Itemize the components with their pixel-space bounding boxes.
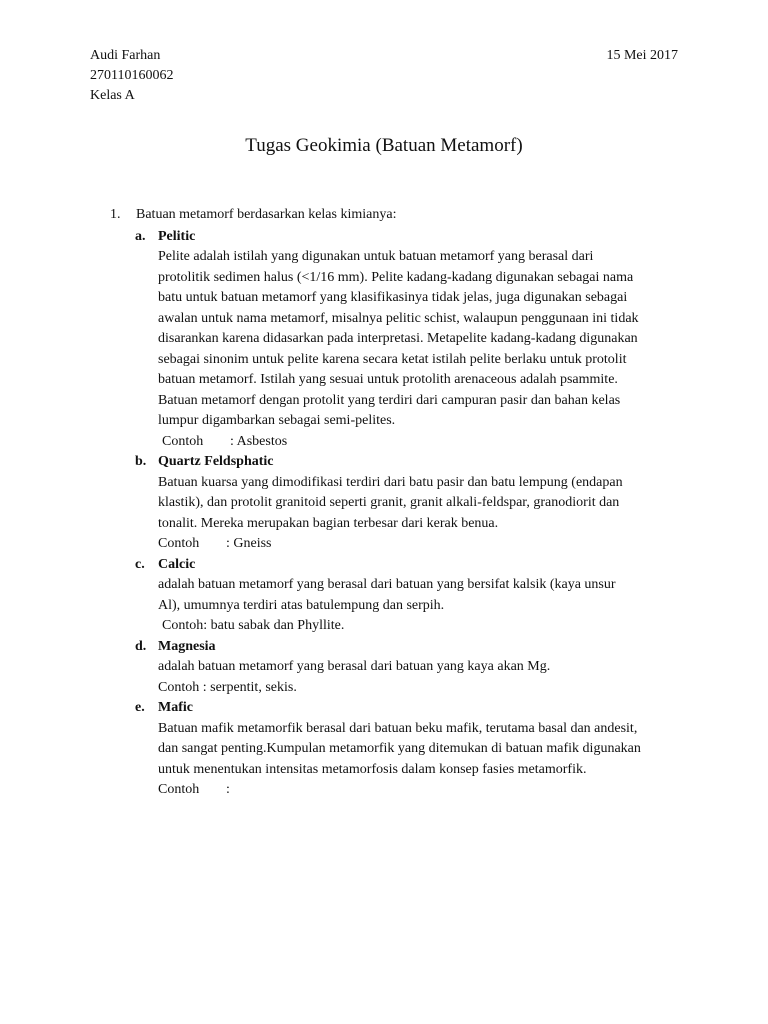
author-nim: 270110160062 bbox=[90, 68, 174, 83]
document-body bbox=[110, 205, 690, 801]
question-row bbox=[110, 205, 690, 226]
item-heading: Mafic bbox=[158, 700, 193, 715]
item-letter: b. bbox=[135, 454, 147, 469]
paragraph-line: adalah batuan metamorf yang berasal dari batuan yang bersifat kalsik (kaya unsur bbox=[158, 577, 616, 592]
item-quartz-feldsphatic bbox=[110, 452, 690, 555]
paragraph-line: batu untuk batuan metamorf yang klasifikasinya tidak jelas, juga digunakan sebagai bbox=[158, 290, 628, 305]
item-heading: Quartz Feldsphatic bbox=[158, 454, 274, 469]
item-example bbox=[158, 534, 690, 555]
example-value: : Gneiss bbox=[226, 536, 272, 551]
item-paragraph bbox=[158, 719, 688, 781]
paragraph-line: Batuan kuarsa yang dimodifikasi terdiri dari batu pasir dan batu lempung (endapan bbox=[158, 474, 623, 490]
item-paragraph bbox=[158, 473, 688, 535]
item-letter: c. bbox=[135, 556, 145, 572]
item-example bbox=[158, 432, 690, 453]
paragraph-line: dan sangat penting.Kumpulan metamorfik yang ditemukan di batuan mafik digunakan bbox=[158, 741, 641, 756]
author-name: Audi Farhan bbox=[90, 48, 161, 63]
paragraph-line: Batuan metamorf dengan protolit yang terdiri dari campuran pasir dan bahan kelas bbox=[158, 392, 621, 408]
paragraph-line: adalah batuan metamorf yang berasal dari batuan yang kaya akan Mg. bbox=[158, 659, 551, 674]
paragraph-line: klastik), dan protolit granitoid seperti granit, granit alkali-feldspar, granodiorit dan bbox=[158, 495, 620, 510]
item-paragraph bbox=[158, 657, 688, 678]
item-example bbox=[158, 780, 690, 801]
author-block bbox=[90, 46, 173, 106]
paragraph-line: sebagai sinonim untuk pelite karena secara ketat istilah pelite berlaku untuk protolit bbox=[158, 351, 627, 367]
item-letter: a. bbox=[135, 228, 146, 244]
paragraph-line: batuan metamorf. Istilah yang sesuai untuk protolith arenaceous adalah psammite. bbox=[158, 372, 618, 387]
item-heading: Pelitic bbox=[158, 228, 196, 244]
example-value: : Asbestos bbox=[230, 433, 288, 449]
question-text: Batuan metamorf berdasarkan kelas kimianya: bbox=[136, 207, 397, 222]
item-calcic bbox=[110, 555, 690, 637]
author-class: Kelas A bbox=[90, 88, 135, 103]
paragraph-line: protolitik sedimen halus (<1/16 mm). Pelite kadang-kadang digunakan sebagai nama bbox=[158, 269, 634, 285]
example-value: : bbox=[226, 782, 230, 797]
item-heading: Magnesia bbox=[158, 638, 216, 654]
paragraph-line: disarankan karena didasarkan pada interpretasi. Metapelite kadang-kadang digunakan bbox=[158, 331, 638, 346]
item-paragraph bbox=[158, 575, 688, 616]
item-heading: Calcic bbox=[158, 556, 196, 572]
document-date: 15 Mei 2017 bbox=[606, 48, 678, 63]
item-magnesia bbox=[110, 637, 690, 699]
item-pelitic bbox=[110, 227, 690, 453]
paragraph-line: Al), umumnya terdiri atas batulempung dan serpih. bbox=[158, 597, 445, 613]
paragraph-line: Pelite adalah istilah yang digunakan untuk batuan metamorf yang berasal dari bbox=[158, 249, 594, 264]
item-example: Contoh : serpentit, sekis. bbox=[158, 679, 297, 695]
item-paragraph bbox=[158, 247, 688, 432]
paragraph-line: untuk menentukan intensitas metamorfosis dalam konsep fasies metamorfik. bbox=[158, 761, 587, 777]
example-label: Contoh bbox=[162, 433, 204, 449]
example-label: Contoh bbox=[158, 536, 200, 551]
question-number: 1. bbox=[110, 207, 121, 222]
paragraph-line: tonalit. Mereka merupakan bagian terbesar dari kerak benua. bbox=[158, 515, 499, 531]
document-title: Tugas Geokimia (Batuan Metamorf) bbox=[245, 135, 523, 156]
item-mafic bbox=[110, 698, 690, 801]
paragraph-line: lumpur digambarkan sebagai semi-pelites. bbox=[158, 413, 396, 428]
example-label: Contoh bbox=[158, 782, 200, 797]
item-letter: e. bbox=[135, 700, 145, 715]
item-letter: d. bbox=[135, 638, 147, 654]
paragraph-line: Batuan mafik metamorfik berasal dari batuan beku mafik, terutama basal dan andesit, bbox=[158, 720, 638, 736]
paragraph-line: awalan untuk nama metamorf, misalnya pelitic schist, walaupun penggunaan ini tidak bbox=[158, 310, 639, 326]
item-example: Contoh: batu sabak dan Phyllite. bbox=[162, 618, 345, 633]
